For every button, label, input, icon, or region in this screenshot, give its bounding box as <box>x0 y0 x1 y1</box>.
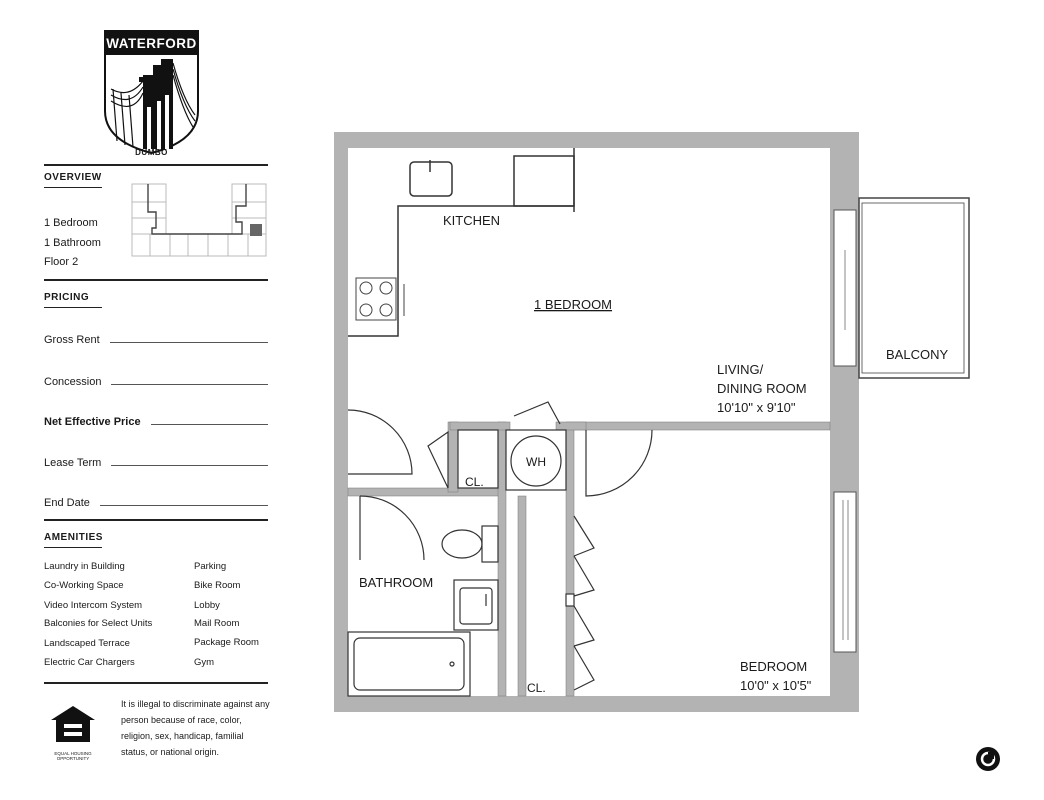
kitchen-sink-icon <box>410 160 452 196</box>
net-effective-label: Net Effective Price <box>44 416 141 428</box>
brand-mark-icon <box>975 746 1001 772</box>
equal-housing-logo <box>48 704 98 764</box>
amenity-item: Gym <box>194 657 215 668</box>
amenity-item: Lobby <box>194 600 220 611</box>
bridge-crest-icon <box>103 29 200 159</box>
amenity-item: Mail Room <box>194 618 240 629</box>
lease-term-row <box>44 453 268 469</box>
living-room-label-line2: DINING ROOM <box>717 381 807 396</box>
pricing-title: PRICING <box>44 292 102 308</box>
toilet-icon <box>442 526 498 562</box>
living-room-label: LIVING/ <box>717 362 764 377</box>
divider <box>44 279 268 281</box>
end-date-label: End Date <box>44 497 90 509</box>
logo-neighborhood: DUMBO <box>135 148 168 157</box>
bathroom-sink-icon <box>454 580 498 630</box>
lease-term-label: Lease Term <box>44 457 102 469</box>
bedroom-label: BEDROOM <box>740 659 808 674</box>
amenities-title: AMENITIES <box>44 532 103 548</box>
fair-housing-disclaimer: It is illegal to discriminate against any person because of race, color, religion, sex, handicap, familial status, or national origin. <box>121 699 270 757</box>
building-logo <box>103 29 200 159</box>
closet-label: CL. <box>527 681 546 695</box>
concession-label: Concession <box>44 376 102 388</box>
divider <box>44 519 268 521</box>
equal-housing-label: EQUAL HOUSING OPPORTUNITY <box>54 751 92 761</box>
net-effective-row <box>44 412 268 428</box>
bathroom-label: BATHROOM <box>359 575 434 590</box>
overview-bathrooms: 1 Bathroom <box>44 237 101 249</box>
bedroom-dims: 10'0" x 10'5" <box>740 678 812 693</box>
amenity-item: Parking <box>194 561 227 572</box>
divider <box>44 164 268 166</box>
amenity-item: Landscaped Terrace <box>44 638 130 649</box>
divider <box>44 682 268 684</box>
amenity-item: Video Intercom System <box>44 600 143 611</box>
unit-highlight <box>250 224 262 236</box>
water-heater-label: WH <box>526 455 546 469</box>
unit-type-label: 1 BEDROOM <box>534 297 613 312</box>
overview-bedrooms: 1 Bedroom <box>44 217 98 229</box>
closet-label: CL. <box>465 475 484 489</box>
concession-row <box>44 372 268 388</box>
living-room-dims: 10'10" x 9'10" <box>717 400 796 415</box>
bathtub-icon <box>348 632 470 696</box>
amenity-item: Electric Car Chargers <box>44 657 135 668</box>
stove-icon <box>356 278 404 320</box>
floor-plan <box>330 128 980 718</box>
amenity-item: Laundry in Building <box>44 561 125 572</box>
equal-housing-icon <box>48 704 98 744</box>
amenity-item: Co-Working Space <box>44 580 124 591</box>
logo-text-name: WATERFORD <box>106 36 197 51</box>
gross-rent-label: Gross Rent <box>44 334 100 346</box>
kitchen-label: KITCHEN <box>443 213 501 228</box>
amenity-item: Bike Room <box>194 580 241 591</box>
overview-title: OVERVIEW <box>44 172 102 188</box>
overview-floor: Floor 2 <box>44 256 79 268</box>
key-plan-thumbnail <box>130 182 268 258</box>
gross-rent-row <box>44 330 268 346</box>
end-date-row <box>44 493 268 509</box>
amenity-item: Balconies for Select Units <box>44 618 153 629</box>
amenity-item: Package Room <box>194 637 259 648</box>
interior-walls <box>348 422 830 696</box>
balcony-label: BALCONY <box>886 347 949 362</box>
